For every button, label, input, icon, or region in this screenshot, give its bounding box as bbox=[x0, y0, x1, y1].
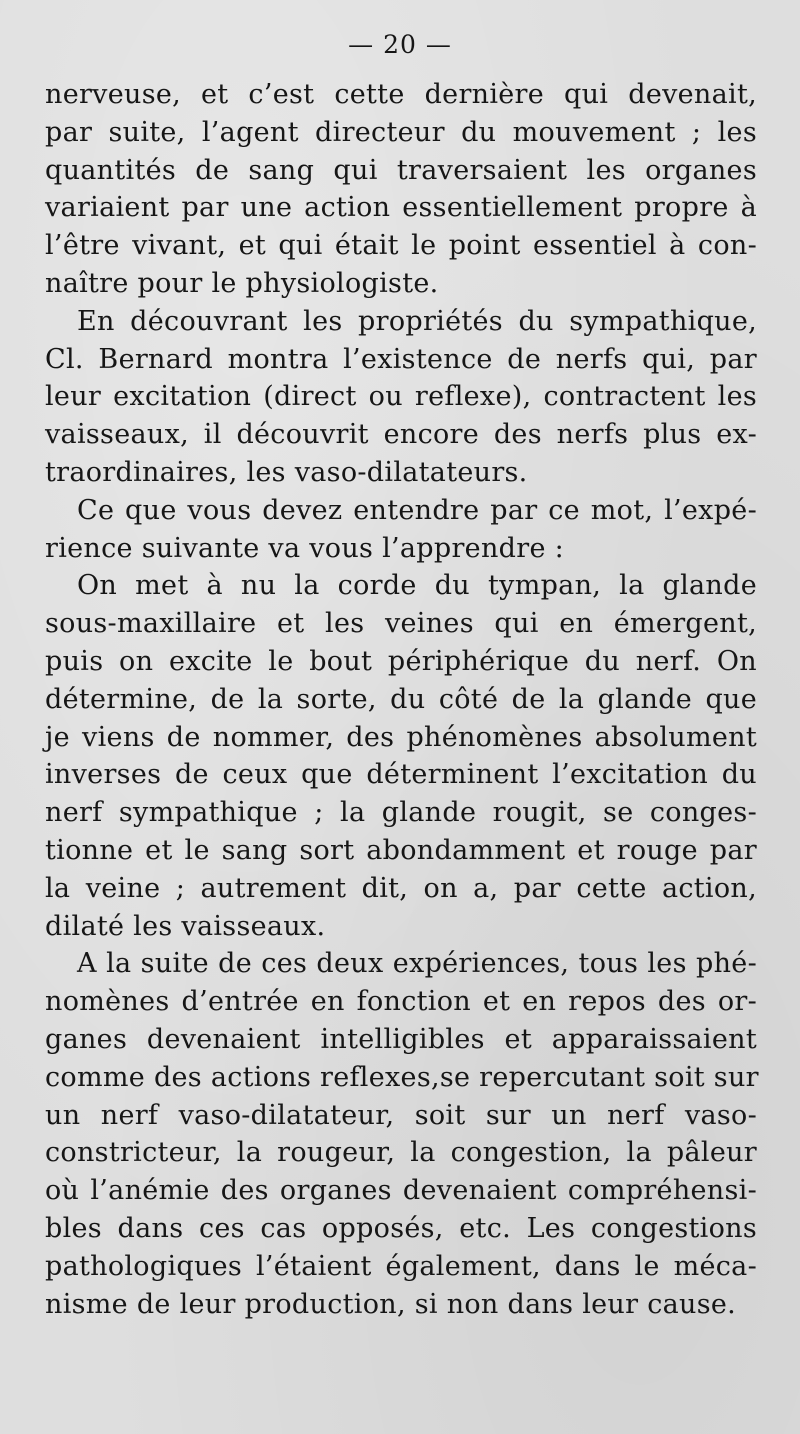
text-line: nerveuse, et c’est cette dernière qui devenait, bbox=[45, 79, 757, 110]
text-line: nomènes d’entrée en fonction et en repos des or- bbox=[45, 986, 757, 1018]
text-line: détermine, de la sorte, du côté de la glande que bbox=[45, 683, 757, 715]
text-line: nisme de leur production, si non dans leur cause. bbox=[45, 1288, 737, 1320]
text-line: comme des actions reflexes,se repercutant soit sur bbox=[45, 1061, 759, 1093]
text-line: un nerf vaso-dilatateur, soit sur un nerf vaso- bbox=[45, 1099, 757, 1131]
paragraph-start-line: On met à nu la corde du tympan, la glande bbox=[77, 570, 757, 602]
text-line: leur excitation (direct ou reflexe), contractent les bbox=[45, 381, 757, 413]
paragraph-start-line: A la suite de ces deux expériences, tous les phé- bbox=[77, 948, 757, 980]
text-line: constricteur, la rougeur, la congestion, la pâleur bbox=[45, 1137, 757, 1169]
text-line: par suite, l’agent directeur du mouvement ; les bbox=[45, 116, 757, 148]
text-line: l’être vivant, et qui était le point essentiel à con- bbox=[45, 230, 757, 262]
text-line: nerf sympathique ; la glande rougit, se conges- bbox=[45, 797, 757, 829]
text-line: la veine ; autrement dit, on a, par cette action, bbox=[45, 872, 757, 904]
text-line: naître pour le physiologiste. bbox=[45, 267, 439, 299]
text-line: traordinaires, les vaso-dilatateurs. bbox=[45, 456, 528, 488]
text-line: vaisseaux, il découvrit encore des nerfs plus ex- bbox=[45, 419, 757, 451]
text-line: puis on excite le bout périphérique du nerf. On bbox=[45, 645, 757, 677]
text-line: quantités de sang qui traversaient les organes bbox=[45, 154, 757, 186]
text-line: inverses de ceux que déterminent l’excitation du bbox=[45, 759, 757, 791]
body-text bbox=[45, 76, 757, 1323]
text-line: ganes devenaient intelligibles et apparaissaient bbox=[45, 1023, 757, 1055]
paragraph-start-line: Ce que vous devez entendre par ce mot, l’expé- bbox=[77, 494, 757, 526]
text-line: bles dans ces cas opposés, etc. Les congestions bbox=[45, 1212, 757, 1244]
page-number: — 20 — bbox=[348, 30, 452, 59]
text-line: Cl. Bernard montra l’existence de nerfs qui, par bbox=[45, 343, 757, 375]
text-line: pathologiques l’étaient également, dans le méca- bbox=[45, 1250, 757, 1282]
text-line: où l’anémie des organes devenaient compréhensi- bbox=[45, 1175, 757, 1207]
text-line: dilaté les vaisseaux. bbox=[45, 910, 326, 942]
text-line: sous-maxillaire et les veines qui en émergent, bbox=[45, 608, 757, 640]
paragraph-start-line: En découvrant les propriétés du sympathique, bbox=[77, 305, 757, 337]
text-line: tionne et le sang sort abondamment et rouge par bbox=[45, 834, 757, 866]
text-line: variaient par une action essentiellement propre à bbox=[45, 192, 757, 224]
text-line: je viens de nommer, des phénomènes absolument bbox=[45, 721, 757, 753]
text-line: rience suivante va vous l’apprendre : bbox=[45, 532, 564, 564]
